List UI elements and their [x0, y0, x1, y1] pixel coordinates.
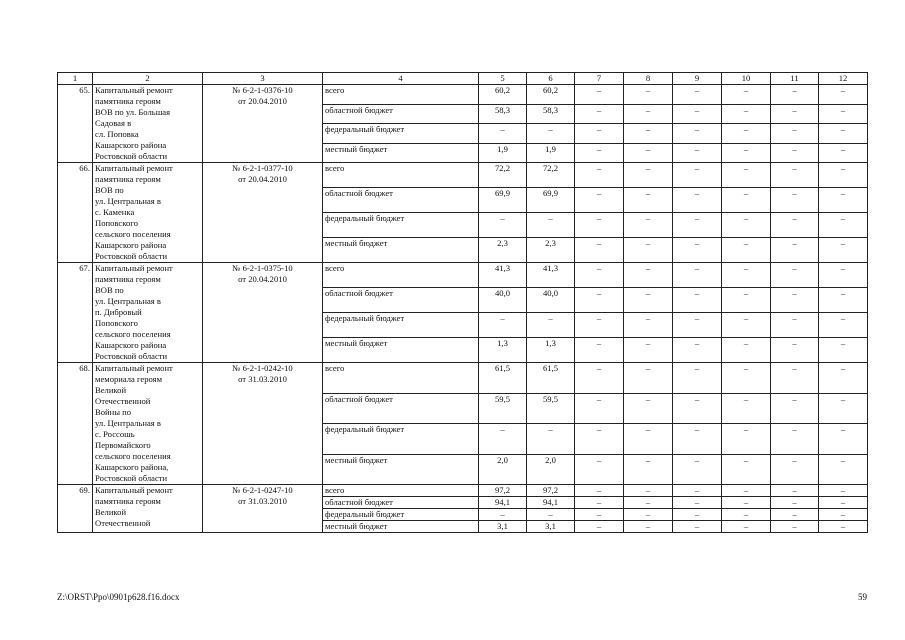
- value-col5: 1,9: [479, 143, 527, 163]
- value-col10: –: [722, 213, 771, 238]
- value-col10: –: [722, 188, 771, 213]
- value-col12: –: [819, 124, 868, 144]
- description-line: сельского поселения: [95, 451, 171, 461]
- description-line: Отечественной: [95, 396, 151, 406]
- value-col10: –: [722, 509, 771, 521]
- value-col11: –: [771, 363, 819, 394]
- value-col8: –: [624, 124, 673, 144]
- value-col10: –: [722, 238, 771, 263]
- value-col11: –: [771, 238, 819, 263]
- column-header-10: 10: [722, 73, 771, 85]
- row-number: 69.: [58, 485, 93, 533]
- column-header-11: 11: [771, 73, 819, 85]
- value-col5: –: [479, 313, 527, 338]
- value-col12: –: [819, 143, 868, 163]
- description-line: с. Россошь: [95, 429, 135, 439]
- row-number: 66.: [58, 163, 93, 263]
- value-col9: –: [673, 104, 722, 124]
- value-col12: –: [819, 485, 868, 497]
- description-line: памятника героям: [95, 174, 161, 184]
- value-col6: 2,3: [527, 238, 575, 263]
- value-col9: –: [673, 363, 722, 394]
- value-col9: –: [673, 497, 722, 509]
- column-header-8: 8: [624, 73, 673, 85]
- value-col5: 1,3: [479, 338, 527, 363]
- value-col11: –: [771, 509, 819, 521]
- value-col12: –: [819, 424, 868, 455]
- funding-source: местный бюджет: [323, 238, 479, 263]
- value-col10: –: [722, 288, 771, 313]
- funding-source: местный бюджет: [323, 143, 479, 163]
- row-number: 65.: [58, 85, 93, 163]
- value-col9: –: [673, 521, 722, 533]
- funding-source: местный бюджет: [323, 521, 479, 533]
- value-col7: –: [575, 454, 624, 485]
- value-col5: 94,1: [479, 497, 527, 509]
- value-col12: –: [819, 163, 868, 188]
- description-line: ул. Центральная в: [95, 418, 161, 428]
- value-col7: –: [575, 521, 624, 533]
- description-line: памятника героям: [95, 274, 161, 284]
- value-col6: 59,5: [527, 393, 575, 424]
- description-line: Ростовской области: [95, 473, 168, 483]
- table-row: [58, 485, 868, 497]
- description-line: Первомайского: [95, 440, 151, 450]
- header-row: [58, 73, 868, 85]
- value-col7: –: [575, 338, 624, 363]
- value-col6: 2,0: [527, 454, 575, 485]
- document-line: № 6-2-1-0247-10: [232, 485, 293, 495]
- value-col6: 58,3: [527, 104, 575, 124]
- funding-source: областной бюджет: [323, 393, 479, 424]
- value-col11: –: [771, 85, 819, 105]
- value-col7: –: [575, 124, 624, 144]
- column-header-3: 3: [203, 73, 323, 85]
- value-col11: –: [771, 313, 819, 338]
- description-line: Ростовской области: [95, 151, 168, 161]
- value-col9: –: [673, 424, 722, 455]
- value-col9: –: [673, 263, 722, 288]
- description-line: Садовая в: [95, 118, 132, 128]
- value-col10: –: [722, 263, 771, 288]
- value-col7: –: [575, 313, 624, 338]
- value-col11: –: [771, 497, 819, 509]
- value-col9: –: [673, 163, 722, 188]
- value-col10: –: [722, 338, 771, 363]
- value-col5: 2,3: [479, 238, 527, 263]
- column-header-1: 1: [58, 73, 93, 85]
- value-col9: –: [673, 313, 722, 338]
- value-col5: 69,9: [479, 188, 527, 213]
- column-header-4: 4: [323, 73, 479, 85]
- description-line: Ростовской области: [95, 251, 168, 261]
- value-col11: –: [771, 213, 819, 238]
- value-col12: –: [819, 85, 868, 105]
- value-col8: –: [624, 485, 673, 497]
- description-line: Капитальный ремонт: [95, 85, 173, 95]
- document-reference: [203, 163, 323, 263]
- value-col10: –: [722, 313, 771, 338]
- value-col12: –: [819, 313, 868, 338]
- value-col9: –: [673, 509, 722, 521]
- description-line: сл. Поповка: [95, 129, 139, 139]
- funding-source: федеральный бюджет: [323, 213, 479, 238]
- value-col7: –: [575, 424, 624, 455]
- value-col5: 58,3: [479, 104, 527, 124]
- value-col7: –: [575, 85, 624, 105]
- value-col8: –: [624, 509, 673, 521]
- funding-source: федеральный бюджет: [323, 424, 479, 455]
- document-line: № 6-2-1-0375-10: [232, 263, 293, 273]
- value-col6: 40,0: [527, 288, 575, 313]
- description-line: ул. Центральная в: [95, 296, 161, 306]
- value-col8: –: [624, 263, 673, 288]
- description-line: с. Каменка: [95, 207, 135, 217]
- value-col9: –: [673, 288, 722, 313]
- document-reference: [203, 485, 323, 533]
- value-col11: –: [771, 104, 819, 124]
- value-col11: –: [771, 263, 819, 288]
- description-line: Капитальный ремонт: [95, 263, 173, 273]
- funding-source: областной бюджет: [323, 104, 479, 124]
- file-path: Z:\ORST\Ppo\0901p628.f16.docx: [57, 592, 180, 602]
- value-col12: –: [819, 497, 868, 509]
- value-col5: 3,1: [479, 521, 527, 533]
- value-col5: 61,5: [479, 363, 527, 394]
- document-line: от 31.03.2010: [238, 374, 287, 384]
- value-col11: –: [771, 338, 819, 363]
- document-reference: [203, 263, 323, 363]
- value-col6: 60,2: [527, 85, 575, 105]
- value-col7: –: [575, 393, 624, 424]
- value-col10: –: [722, 485, 771, 497]
- funding-source: федеральный бюджет: [323, 124, 479, 144]
- value-col9: –: [673, 143, 722, 163]
- description-line: Кашарского района: [95, 140, 167, 150]
- document-line: от 20.04.2010: [238, 96, 287, 106]
- value-col12: –: [819, 213, 868, 238]
- value-col12: –: [819, 288, 868, 313]
- value-col8: –: [624, 338, 673, 363]
- value-col8: –: [624, 393, 673, 424]
- value-col11: –: [771, 288, 819, 313]
- value-col7: –: [575, 288, 624, 313]
- funding-source: всего: [323, 263, 479, 288]
- value-col8: –: [624, 238, 673, 263]
- column-header-2: 2: [93, 73, 203, 85]
- description-line: ВОВ по ул. Большая: [95, 107, 171, 117]
- value-col11: –: [771, 143, 819, 163]
- page-number: 59: [858, 592, 867, 602]
- value-col10: –: [722, 124, 771, 144]
- value-col5: –: [479, 124, 527, 144]
- value-col5: –: [479, 424, 527, 455]
- value-col6: 1,9: [527, 143, 575, 163]
- description-line: Отечественной: [95, 518, 151, 528]
- value-col7: –: [575, 238, 624, 263]
- table-row: [58, 263, 868, 288]
- value-col5: –: [479, 213, 527, 238]
- document-reference: [203, 85, 323, 163]
- description-line: Капитальный ремонт: [95, 485, 173, 495]
- value-col8: –: [624, 454, 673, 485]
- value-col6: 41,3: [527, 263, 575, 288]
- value-col6: 3,1: [527, 521, 575, 533]
- column-header-12: 12: [819, 73, 868, 85]
- funding-source: федеральный бюджет: [323, 509, 479, 521]
- funding-source: местный бюджет: [323, 338, 479, 363]
- description-line: п. Дибровый: [95, 307, 142, 317]
- value-col8: –: [624, 363, 673, 394]
- value-col11: –: [771, 124, 819, 144]
- value-col7: –: [575, 263, 624, 288]
- value-col9: –: [673, 124, 722, 144]
- value-col10: –: [722, 104, 771, 124]
- value-col10: –: [722, 424, 771, 455]
- value-col6: –: [527, 213, 575, 238]
- description-line: памятника героям: [95, 496, 161, 506]
- value-col6: 72,2: [527, 163, 575, 188]
- value-col10: –: [722, 393, 771, 424]
- value-col12: –: [819, 238, 868, 263]
- value-col6: –: [527, 509, 575, 521]
- description-line: Кашарского района,: [95, 462, 169, 472]
- column-header-5: 5: [479, 73, 527, 85]
- value-col9: –: [673, 238, 722, 263]
- description-line: мемориала героям: [95, 374, 163, 384]
- value-col10: –: [722, 454, 771, 485]
- value-col10: –: [722, 363, 771, 394]
- document-line: от 31.03.2010: [238, 496, 287, 506]
- budget-table: [57, 72, 868, 533]
- description-line: ВОВ по: [95, 185, 124, 195]
- value-col10: –: [722, 497, 771, 509]
- object-description: [93, 363, 203, 485]
- value-col5: 72,2: [479, 163, 527, 188]
- description-line: Капитальный ремонт: [95, 363, 173, 373]
- value-col12: –: [819, 509, 868, 521]
- object-description: [93, 163, 203, 263]
- object-description: [93, 263, 203, 363]
- value-col8: –: [624, 143, 673, 163]
- value-col8: –: [624, 104, 673, 124]
- value-col6: 61,5: [527, 363, 575, 394]
- description-line: ВОВ по: [95, 285, 124, 295]
- value-col9: –: [673, 454, 722, 485]
- object-description: [93, 85, 203, 163]
- value-col12: –: [819, 338, 868, 363]
- value-col12: –: [819, 521, 868, 533]
- document-line: от 20.04.2010: [238, 174, 287, 184]
- column-header-7: 7: [575, 73, 624, 85]
- value-col11: –: [771, 163, 819, 188]
- value-col5: –: [479, 509, 527, 521]
- description-line: Капитальный ремонт: [95, 163, 173, 173]
- description-line: Кашарского района: [95, 240, 167, 250]
- value-col9: –: [673, 188, 722, 213]
- value-col8: –: [624, 288, 673, 313]
- value-col6: –: [527, 424, 575, 455]
- description-line: ул. Центральная в: [95, 196, 161, 206]
- description-line: сельского поселения: [95, 229, 171, 239]
- value-col7: –: [575, 497, 624, 509]
- value-col7: –: [575, 104, 624, 124]
- value-col12: –: [819, 363, 868, 394]
- description-line: сельского поселения: [95, 329, 171, 339]
- row-number: 68.: [58, 363, 93, 485]
- value-col12: –: [819, 393, 868, 424]
- value-col11: –: [771, 521, 819, 533]
- value-col7: –: [575, 509, 624, 521]
- table-row: [58, 85, 868, 105]
- value-col8: –: [624, 424, 673, 455]
- value-col7: –: [575, 143, 624, 163]
- document-line: № 6-2-1-0376-10: [232, 85, 293, 95]
- funding-source: всего: [323, 85, 479, 105]
- value-col11: –: [771, 424, 819, 455]
- document-line: № 6-2-1-0242-10: [232, 363, 293, 373]
- value-col8: –: [624, 85, 673, 105]
- table-row: [58, 363, 868, 394]
- row-number: 67.: [58, 263, 93, 363]
- funding-source: местный бюджет: [323, 454, 479, 485]
- description-line: Ростовской области: [95, 351, 168, 361]
- value-col6: 1,3: [527, 338, 575, 363]
- value-col9: –: [673, 338, 722, 363]
- description-line: Кашарского района: [95, 340, 167, 350]
- value-col5: 2,0: [479, 454, 527, 485]
- value-col12: –: [819, 188, 868, 213]
- value-col9: –: [673, 85, 722, 105]
- value-col6: –: [527, 124, 575, 144]
- value-col12: –: [819, 263, 868, 288]
- value-col8: –: [624, 497, 673, 509]
- value-col6: 97,2: [527, 485, 575, 497]
- value-col8: –: [624, 313, 673, 338]
- value-col10: –: [722, 521, 771, 533]
- value-col8: –: [624, 163, 673, 188]
- value-col7: –: [575, 363, 624, 394]
- funding-source: всего: [323, 485, 479, 497]
- funding-source: всего: [323, 363, 479, 394]
- value-col8: –: [624, 213, 673, 238]
- funding-source: федеральный бюджет: [323, 313, 479, 338]
- funding-source: областной бюджет: [323, 288, 479, 313]
- document-line: № 6-2-1-0377-10: [232, 163, 293, 173]
- table-row: [58, 163, 868, 188]
- value-col6: 94,1: [527, 497, 575, 509]
- description-line: Войны по: [95, 407, 132, 417]
- value-col5: 40,0: [479, 288, 527, 313]
- value-col5: 60,2: [479, 85, 527, 105]
- description-line: Поповского: [95, 318, 138, 328]
- column-header-9: 9: [673, 73, 722, 85]
- document-line: от 20.04.2010: [238, 274, 287, 284]
- value-col5: 59,5: [479, 393, 527, 424]
- description-line: памятника героям: [95, 96, 161, 106]
- value-col7: –: [575, 188, 624, 213]
- document-reference: [203, 363, 323, 485]
- funding-source: всего: [323, 163, 479, 188]
- value-col9: –: [673, 485, 722, 497]
- funding-source: областной бюджет: [323, 188, 479, 213]
- value-col12: –: [819, 454, 868, 485]
- value-col5: 97,2: [479, 485, 527, 497]
- value-col11: –: [771, 485, 819, 497]
- object-description: [93, 485, 203, 533]
- value-col7: –: [575, 163, 624, 188]
- value-col8: –: [624, 188, 673, 213]
- value-col10: –: [722, 143, 771, 163]
- funding-source: областной бюджет: [323, 497, 479, 509]
- value-col8: –: [624, 521, 673, 533]
- value-col10: –: [722, 163, 771, 188]
- column-header-6: 6: [527, 73, 575, 85]
- description-line: Великой: [95, 507, 127, 517]
- value-col12: –: [819, 104, 868, 124]
- description-line: Поповского: [95, 218, 138, 228]
- value-col10: –: [722, 85, 771, 105]
- value-col7: –: [575, 213, 624, 238]
- value-col9: –: [673, 393, 722, 424]
- value-col11: –: [771, 188, 819, 213]
- value-col6: 69,9: [527, 188, 575, 213]
- value-col11: –: [771, 393, 819, 424]
- value-col6: –: [527, 313, 575, 338]
- description-line: Великой: [95, 385, 127, 395]
- value-col5: 41,3: [479, 263, 527, 288]
- value-col7: –: [575, 485, 624, 497]
- value-col9: –: [673, 213, 722, 238]
- value-col11: –: [771, 454, 819, 485]
